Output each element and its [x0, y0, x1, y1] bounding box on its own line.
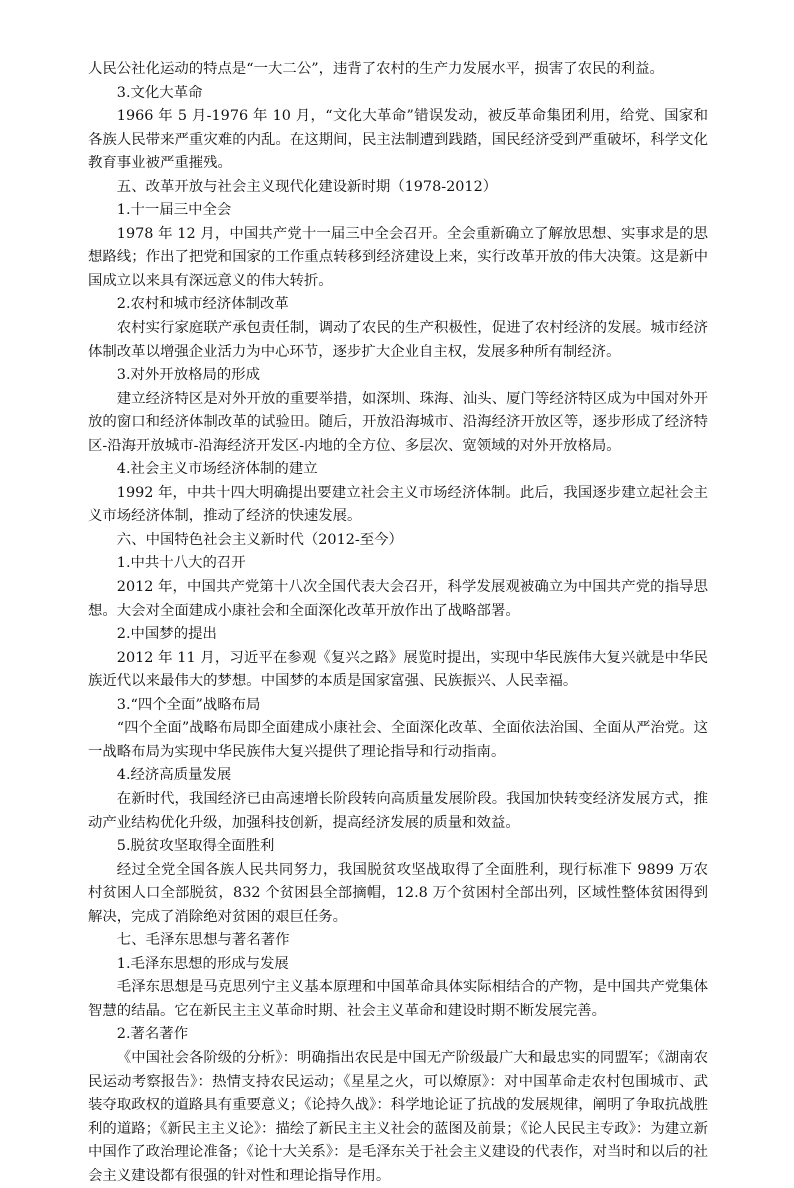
- paragraph: 2.著名著作: [116, 1026, 189, 1043]
- paragraph: 1978 年 12 月，中国共产党十一届三中全会召开。全会重新确立了解放思想、实事求是的思想路线；作出了把党和国家的工作重点转移到经济建设上来，实行改革开放的伟大决策。这是新中国成立以来具有深远意义的伟大转折。: [88, 225, 708, 289]
- paragraph: 2.农村和城市经济体制改革: [116, 296, 289, 313]
- paragraph: 建立经济特区是对外开放的重要举措，如深圳、珠海、汕头、厦门等经济特区成为中国对外开放的窗口和经济体制改革的试验田。随后，开放沿海城市、沿海经济开放区等，逐步形成了经济特区-沿海开放城市-沿海经济开发区-内地的全方位、多层次、宽领域的对外开放格局。: [88, 390, 708, 454]
- paragraph: 在新时代，我国经济已由高速增长阶段转向高质量发展阶段。我国加快转变经济发展方式，推动产业结构优化升级，加强科技创新，提高经济发展的质量和效益。: [88, 790, 708, 831]
- paragraph: 1992 年，中共十四大明确提出要建立社会主义市场经济体制。此后，我国逐步建立起社会主义市场经济体制，推动了经济的快速发展。: [88, 484, 708, 525]
- paragraph: 毛泽东思想是马克思列宁主义基本原理和中国革命具体实际相结合的产物，是中国共产党集体智慧的结晶。它在新民主主义革命时期、社会主义革命和建设时期不断发展完善。: [88, 979, 708, 1019]
- paragraph: 经过全党全国各族人民共同努力，我国脱贫攻坚战取得了全面胜利，现行标准下 9899 万农村贫困人口全部脱贫，832 个贫困县全部摘帽，12.8 万个贫困村全部出列，区域性整体贫困得到解决，完成了消除绝对贫困的艰巨任务。: [88, 861, 708, 925]
- paragraph: 4.社会主义市场经济体制的建立: [116, 461, 318, 478]
- paragraph: 5.脱贫攻坚取得全面胜利: [116, 838, 275, 855]
- paragraph: 2.中国梦的提出: [116, 626, 217, 643]
- paragraph: 2012 年 11 月，习近平在参观《复兴之路》展览时提出，实现中华民族伟大复兴就是中华民族近代以来最伟大的梦想。中国梦的本质是国家富强、民族振兴、人民幸福。: [88, 649, 708, 690]
- paragraph: 2012 年，中国共产党第十八次全国代表大会召开，科学发展观被确立为中国共产党的指导思想。大会对全面建成小康社会和全面深化改革开放作出了战略部署。: [88, 579, 708, 619]
- paragraph: 七、毛泽东思想与著名著作: [116, 932, 290, 949]
- paragraph: 六、中国特色社会主义新时代（2012-至今）: [116, 531, 403, 548]
- paragraph: 五、改革开放与社会主义现代化建设新时期（1978-2012）: [116, 178, 498, 195]
- paragraph: 1966 年 5 月-1976 年 10 月，“文化大革命”错误发动，被反革命集团利用，给党、国家和各族人民带来严重灾难的内乱。在这期间，民主法制遭到践踏，国民经济受到严重破坏，科学文化教育事业被严重摧残。: [88, 108, 708, 172]
- paragraph: 1.毛泽东思想的形成与发展: [116, 955, 289, 972]
- paragraph: 3.对外开放格局的形成: [116, 367, 261, 384]
- paragraph: 农村实行家庭联产承包责任制，调动了农民的生产积极性，促进了农村经济的发展。城市经济体制改革以增强企业活力为中心环节，逐步扩大企业自主权，发展多种所有制经济。: [88, 320, 708, 360]
- paragraph: “四个全面”战略布局即全面建成小康社会、全面深化改革、全面依法治国、全面从严治党。这一战略布局为实现中华民族伟大复兴提供了理论指导和行动指南。: [88, 720, 708, 760]
- paragraph: 《中国社会各阶级的分析》：明确指出农民是中国无产阶级最广大和最忠实的同盟军；《湖南农民运动考察报告》：热情支持农民运动；《星星之火，可以燎原》：对中国革命走农村包围城市、武装夺取政权的道路具有重要意义；《论持久战》：科学地论证了抗战的发展规律，阐明了争取抗战胜利的道路；《新民主主义论》：描绘了新民主主义社会的蓝图及前景；《论人民民主专政》：为建立新中国作了政治理论准备；《论十大关系》：是毛泽东关于社会主义建设的代表作，对当时和以后的社会主义建设都有很强的针对性和理论指导作用。: [88, 1049, 708, 1184]
- paragraph: 4.经济高质量发展: [116, 767, 232, 784]
- paragraph: 人民公社化运动的特点是“一大二公”，违背了农村的生产力发展水平，损害了农民的利益。: [88, 61, 664, 77]
- document-body: [88, 58, 708, 1188]
- paragraph: 1.十一届三中全会: [116, 202, 232, 219]
- paragraph: 3.“四个全面”战略布局: [116, 696, 261, 713]
- paragraph: 1.中共十八大的召开: [116, 555, 246, 572]
- paragraph: 3.文化大革命: [116, 84, 203, 101]
